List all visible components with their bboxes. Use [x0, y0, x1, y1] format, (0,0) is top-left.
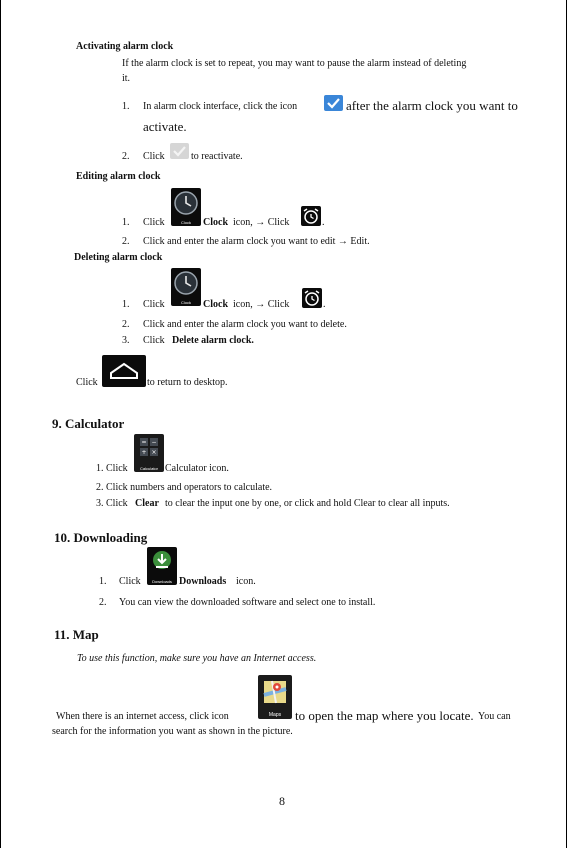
activating-intro-line2: it. [122, 73, 131, 84]
deleting-step1-text-a: Click [143, 299, 165, 310]
map-line2-text: search for the information you want as shown in the picture. [52, 726, 293, 737]
deleting-step2-number: 2. [122, 319, 130, 330]
activating-step1-text-a: In alarm clock interface, click the icon [143, 101, 298, 112]
editing-heading: Editing alarm clock [76, 171, 161, 182]
calculator-step1-text-a: 1. Click [96, 463, 128, 474]
deleting-step3-text-a: Click [143, 335, 165, 346]
home-button-icon[interactable] [102, 355, 146, 387]
maps-app-icon[interactable] [258, 675, 292, 719]
activating-step1-number: 1. [122, 101, 130, 112]
editing-step1-number: 1. [122, 217, 130, 228]
deleting-step3-bold: Delete alarm clock. [172, 335, 254, 346]
home-click-text: Click [76, 377, 98, 388]
calculator-step1-text-b: Calculator icon. [165, 463, 229, 474]
downloading-heading: 10. Downloading [54, 530, 148, 545]
clock-app-icon[interactable] [171, 188, 201, 226]
editing-step1-clock-label: Clock [203, 217, 228, 228]
activating-intro-line1: If the alarm clock is set to repeat, you may want to pause the alarm instead of deleting [122, 58, 467, 69]
svg-text:−: − [151, 439, 157, 446]
clock-app-icon-label: Clock [180, 299, 191, 305]
map-line1-text-c: You can [478, 711, 511, 722]
downloading-step2-number: 2. [99, 597, 107, 608]
maps-app-icon-label: Maps [268, 711, 282, 718]
svg-text:+: + [141, 449, 147, 456]
editing-step2-number: 2. [122, 236, 130, 247]
calculator-heading: 9. Calculator [52, 416, 125, 431]
page-number: 8 [279, 794, 285, 808]
clock-app-icon[interactable] [171, 268, 201, 306]
map-line1-text-b: to open the map where you locate. [295, 708, 474, 723]
downloads-app-icon-label: Downloads [152, 578, 172, 584]
map-line1-text-a: When there is an internet access, click icon [56, 711, 229, 722]
editing-step1-end: . [322, 217, 325, 228]
deleting-step1-text-b: icon, → Click [233, 299, 290, 310]
deleting-step2-text: Click and enter the alarm clock you want to delete. [143, 319, 347, 330]
deleting-step1-end: . [323, 299, 326, 310]
editing-step1-text-b: icon, → Click [233, 217, 290, 228]
alarm-clock-icon[interactable] [301, 206, 321, 226]
map-heading: 11. Map [54, 627, 99, 642]
downloading-step1-number: 1. [99, 576, 107, 587]
map-note: To use this function, make sure you have an Internet access. [77, 653, 317, 664]
editing-step2-text: Click and enter the alarm clock you want to edit → Edit. [143, 236, 370, 247]
activating-heading: Activating alarm clock [76, 41, 174, 52]
clock-app-icon-label: Clock [180, 219, 191, 225]
svg-text:×: × [151, 449, 157, 456]
svg-text:=: = [141, 439, 147, 446]
calculator-step3-text-a: 3. Click [96, 498, 128, 509]
downloading-step2-text: You can view the downloaded software and select one to install. [119, 597, 376, 608]
checkmark-checked-icon[interactable] [324, 95, 343, 111]
activating-step2-number: 2. [122, 151, 130, 162]
activating-step2-text-a: Click [143, 151, 165, 162]
checkmark-unchecked-icon[interactable] [170, 143, 189, 159]
activating-step2-text-b: to reactivate. [191, 151, 243, 162]
home-text: to return to desktop. [147, 377, 228, 388]
downloading-step1-text-b: icon. [236, 576, 256, 587]
downloading-step1-text-a: Click [119, 576, 141, 587]
calculator-app-icon-label: Calculator [139, 465, 158, 471]
alarm-clock-icon[interactable] [302, 288, 322, 308]
calculator-step3-text-b: to clear the input one by one, or click and hold Clear to clear all inputs. [165, 498, 450, 509]
deleting-heading: Deleting alarm clock [74, 252, 163, 263]
calculator-app-icon[interactable] [134, 434, 164, 472]
calculator-step2-text: 2. Click numbers and operators to calculate. [96, 482, 273, 493]
deleting-step1-clock-label: Clock [203, 299, 228, 310]
editing-step1-text-a: Click [143, 217, 165, 228]
downloading-step1-bold: Downloads [179, 576, 227, 587]
deleting-step3-number: 3. [122, 335, 130, 346]
downloads-app-icon[interactable] [147, 547, 177, 585]
activating-step1-text-c: activate. [143, 119, 187, 134]
deleting-step1-number: 1. [122, 299, 130, 310]
activating-step1-text-b: after the alarm clock you want to [346, 98, 518, 113]
calculator-step3-bold: Clear [135, 498, 159, 509]
